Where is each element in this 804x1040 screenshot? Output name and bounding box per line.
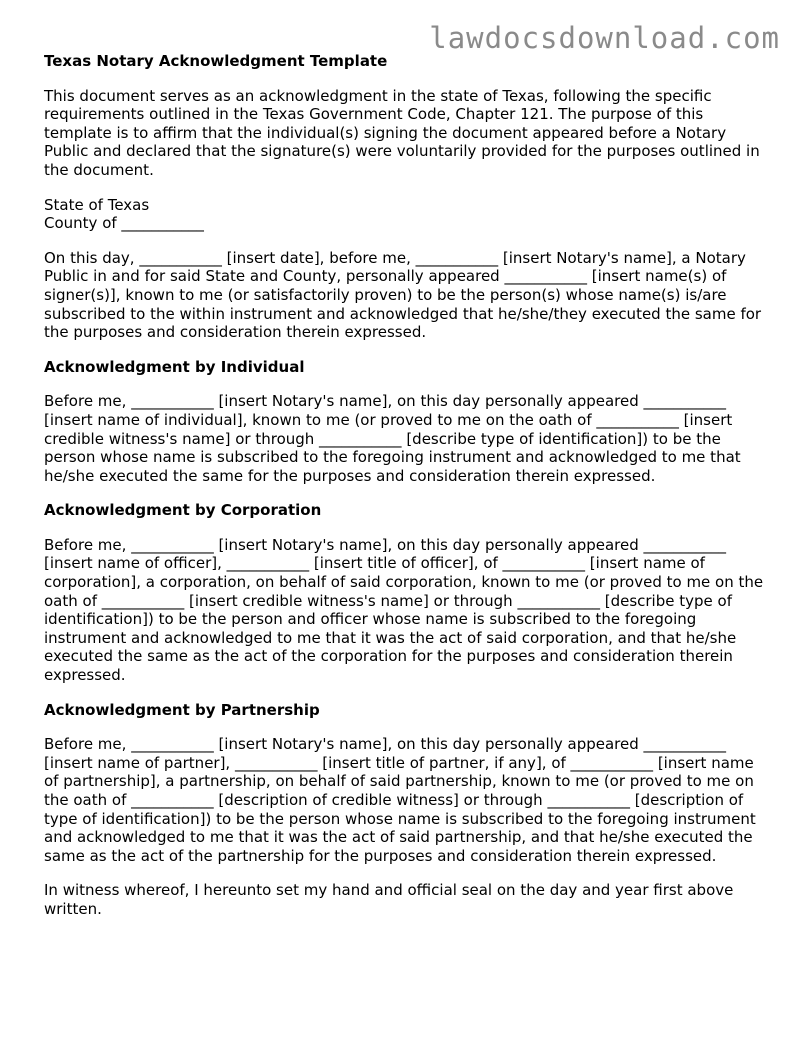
intro-paragraph: This document serves as an acknowledgment in the state of Texas, following the specific requirements outlined in the Texas Government Code, Chapter 121. The purpose of this template is to affirm that the individual(s) signing the document appeared before a Notary Public and declared that the signature(s) were voluntarily provided for the purposes outlined in the document.	[44, 86, 760, 179]
corporation-section-heading: Acknowledgment by Corporation	[44, 501, 322, 520]
closing-paragraph: In witness whereof, I hereunto set my hand and official seal on the day and year first above written.	[44, 881, 734, 918]
state-line: State of Texas	[44, 195, 150, 214]
document-title: Texas Notary Acknowledgment Template	[44, 52, 388, 70]
general-acknowledgment-paragraph: On this day, ___________ [insert date], before me, ___________ [insert Notary's name], a Notary Public in and for said State and County, personally appeared ___________ [insert name(s) of signer(s)], known to me (or satisfactorily proven) to be the person(s) whose name(s) is/are subscribed to the within instrument and acknowledged that he/she/they executed the same for the purposes and consideration therein expressed.	[44, 248, 762, 342]
individual-section-heading: Acknowledgment by Individual	[44, 357, 305, 376]
document-body	[44, 52, 768, 935]
venue-block	[44, 196, 768, 233]
site-watermark: lawdocsdownload.com	[429, 21, 780, 55]
individual-section-body: Before me, ___________ [insert Notary's name], on this day personally appeared ___________ [insert name of individual], known to me (or proved to me on the oath of ___________ [insert credible witness's name] or through ___________ [describe type of identification]) to be the person whose name is subscribed to the foregoing instrument and acknowledged to me that he/she executed the same for the purposes and consideration therein expressed.	[44, 392, 741, 485]
corporation-section-body: Before me, ___________ [insert Notary's name], on this day personally appeared ___________ [insert name of officer], ___________ [insert title of officer], of ___________ [insert name of corporation], a corporation, on behalf of said corporation, known to me (or proved to me on the oath of ___________ [insert credible witness's name] or through ___________ [describe type of identification]) to be the person and officer whose name is subscribed to the foregoing instrument and acknowledged to me that it was the act of said corporation, and that he/she executed the same as the act of the corporation for the purposes and consideration therein expressed.	[44, 535, 764, 685]
county-line: County of ___________	[44, 214, 204, 233]
partnership-section-heading: Acknowledgment by Partnership	[44, 700, 320, 719]
partnership-section-body: Before me, ___________ [insert Notary's name], on this day personally appeared ___________ [insert name of partner], ___________ [insert title of partner, if any], of ___________ [insert name of partnership], a partnership, on behalf of said partnership, known to me (or proved to me on the oath of ___________ [description of credible witness] or through ___________ [description of type of identification]) to be the person whose name is subscribed to the foregoing instrument and acknowledged to me that it was the act of said partnership, and that he/she executed the same as the act of the partnership for the purposes and consideration therein expressed.	[44, 735, 756, 865]
